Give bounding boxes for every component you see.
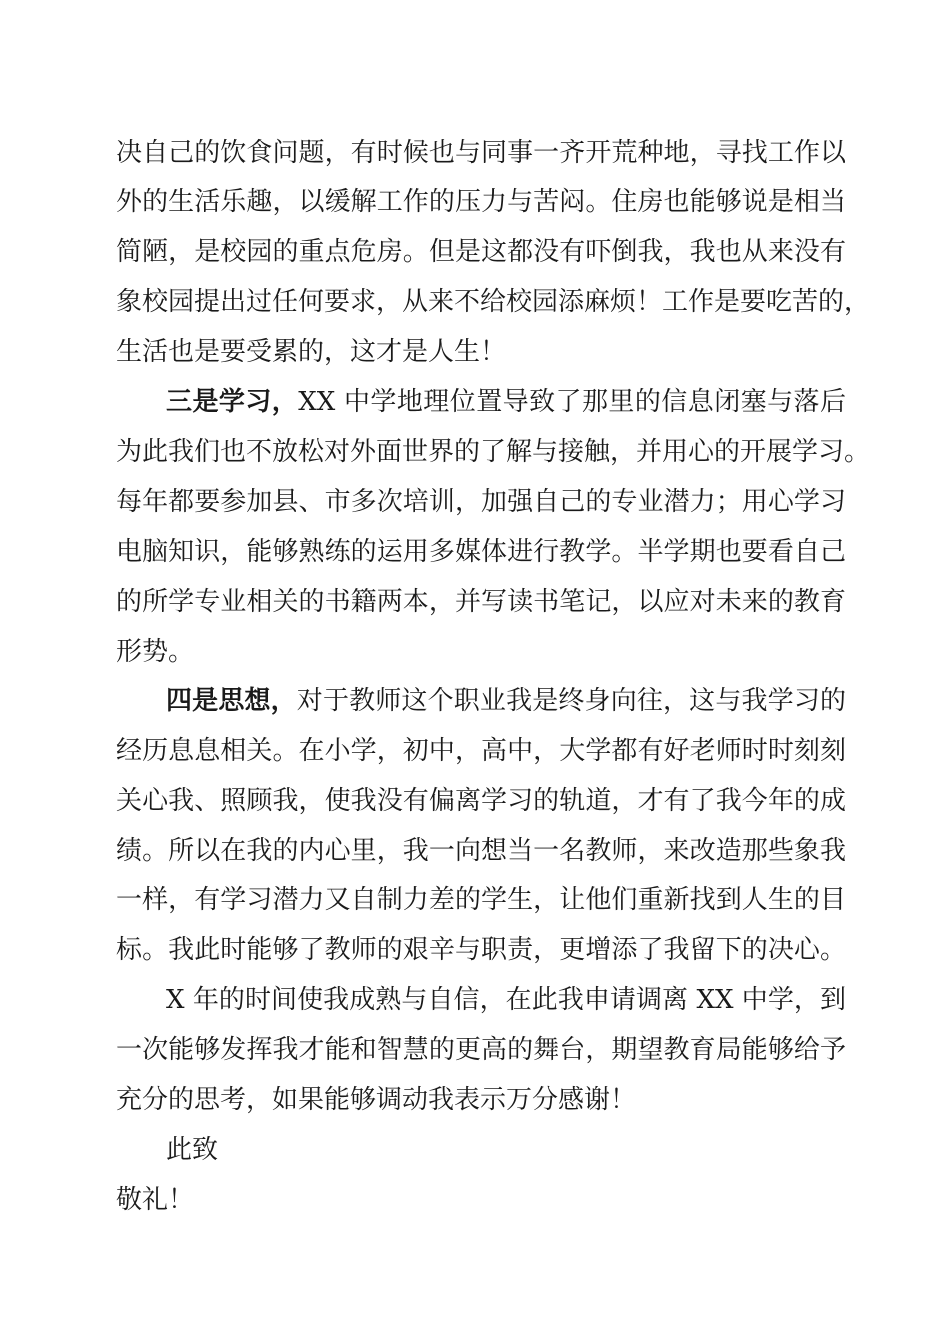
text-line: 关心我、照顾我，使我没有偏离学习的轨道，才有了我今年的成 xyxy=(116,786,846,816)
text-line: 象校园提出过任何要求，从来不给校园添麻烦！工作是要吃苦的， xyxy=(116,287,871,317)
text-line: 的所学专业相关的书籍两本，并写读书笔记，以应对未来的教育 xyxy=(116,587,846,617)
paragraph-thought-text: 对于教师这个职业我是终身向往，这与我学习的 xyxy=(296,686,846,716)
paragraph-request-first-line: X 年的时间使我成熟与自信，在此我申请调离 XX 中学，到 xyxy=(166,985,846,1015)
paragraph-study-first-line xyxy=(166,382,846,422)
text-line: 标。我此时能够了教师的艰辛与职责，更增添了我留下的决心。 xyxy=(116,935,846,965)
text-line: 决自己的饮食问题，有时候也与同事一齐开荒种地，寻找工作以 xyxy=(116,138,846,168)
closing-regards: 敬礼！ xyxy=(116,1185,195,1215)
text-line: 充分的思考，如果能够调动我表示万分感谢！ xyxy=(116,1085,637,1115)
paragraph-study-text: XX 中学地理位置导致了那里的信息闭塞与落后 xyxy=(298,387,846,417)
paragraph-study-heading: 三是学习， xyxy=(166,387,299,417)
text-line: 形势。 xyxy=(116,637,195,667)
text-line: 绩。所以在我的内心里，我一向想当一名教师，来改造那些象我 xyxy=(116,836,846,866)
paragraph-thought-first-line xyxy=(166,681,846,721)
paragraph-thought-heading: 四是思想， xyxy=(166,686,297,716)
text-line: 一样，有学习潜力又自制力差的学生，让他们重新找到人生的目 xyxy=(116,885,846,915)
text-line: 为此我们也不放松对外面世界的了解与接触，并用心的开展学习。 xyxy=(116,437,871,467)
text-line: 每年都要参加县、市多次培训，加强自己的专业潜力；用心学习 xyxy=(116,487,846,517)
text-line: 一次能够发挥我才能和智慧的更高的舞台，期望教育局能够给予 xyxy=(116,1035,846,1065)
closing-salutation: 此致 xyxy=(166,1135,219,1165)
text-line: 电脑知识，能够熟练的运用多媒体进行教学。半学期也要看自己 xyxy=(116,537,846,567)
text-line: 生活也是要受累的，这才是人生！ xyxy=(116,337,507,367)
text-line: 外的生活乐趣，以缓解工作的压力与苦闷。住房也能够说是相当 xyxy=(116,187,846,217)
text-line: 经历息息相关。在小学，初中，高中，大学都有好老师时时刻刻 xyxy=(116,736,846,766)
text-line: 简陋，是校园的重点危房。但是这都没有吓倒我，我也从来没有 xyxy=(116,237,846,267)
